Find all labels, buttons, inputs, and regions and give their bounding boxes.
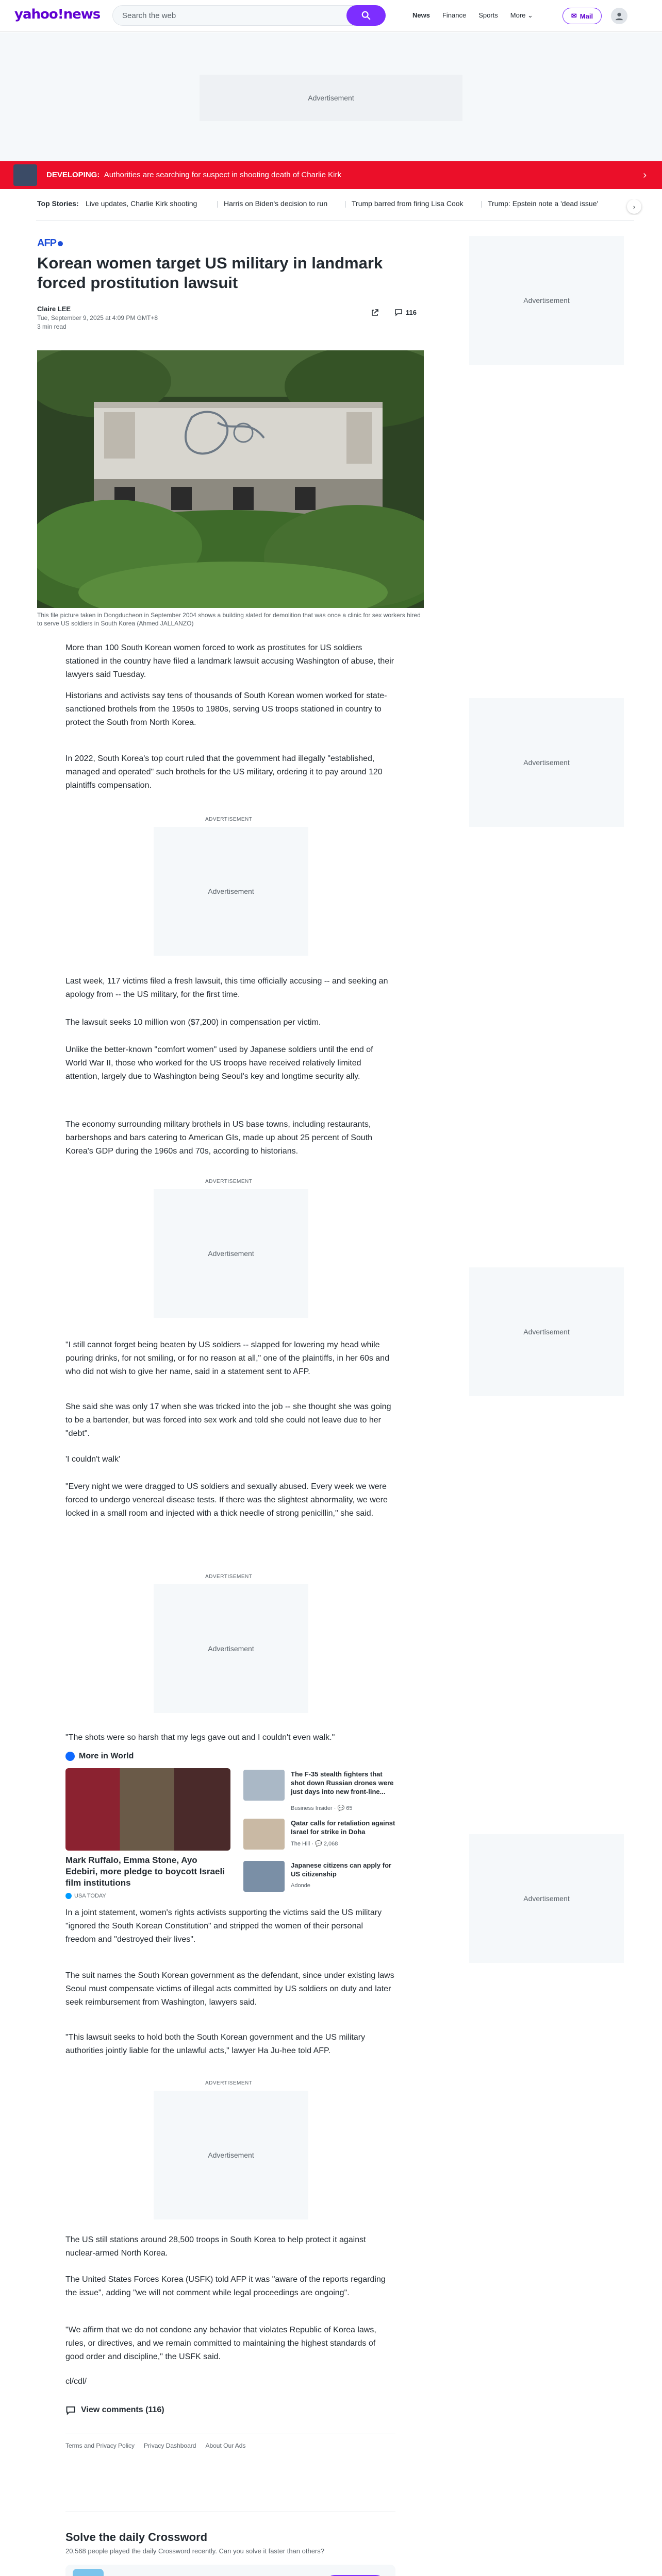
top-story-link[interactable]: Live updates, Charlie Kirk shooting — [86, 199, 197, 208]
article-paragraph: Historians and activists say tens of thousands of South Korean women worked for state-sanctioned brothels from the 1950s to 1980s, serving US troops stationed in country to protect the South from North Korea. — [65, 691, 387, 727]
comment-icon: 💬 — [337, 1805, 345, 1811]
source-name: AFP — [37, 238, 56, 249]
side-story-comments: 2,068 — [323, 1841, 338, 1847]
article-paragraph: The US still stations around 28,500 troops in South Korea to help protect it against nuclear-armed North Korea. — [65, 2235, 366, 2258]
article-paragraph: In a joint statement, women's rights activists supporting the victims said the US military "ignored the South Korean Constitution" and stripped the women of their personal freedom and "destroyed their lives". — [65, 1908, 382, 1944]
crossword-subtitle: 20,568 people played the daily Crossword recently. Can you solve it faster than others? — [65, 2547, 324, 2555]
chevron-right-icon: › — [643, 170, 647, 181]
mail-button[interactable] — [562, 8, 602, 24]
source-logo-dot — [58, 241, 63, 246]
breaking-thumbnail — [13, 164, 37, 186]
breaking-headline: Authorities are searching for suspect in shooting death of Charlie Kirk — [104, 171, 341, 179]
breaking-tag: DEVELOPING: — [46, 171, 100, 179]
ad-label: Advertisement — [208, 1249, 254, 1258]
account-avatar[interactable] — [611, 8, 627, 24]
yahoo-news-logo[interactable]: yahoo!news — [14, 7, 101, 22]
usa-today-icon — [65, 1893, 72, 1899]
article-paragraph: In 2022, South Korea's top court ruled that the government had illegally "established, managed and operated" such brothels for the US military, ordering it to pay around 120 plaintiffs compensation. — [65, 754, 383, 790]
next-stories-button[interactable] — [627, 199, 641, 214]
share-button[interactable] — [368, 306, 382, 320]
article-paragraph: The suit names the South Korean government as the defendant, since under existing laws Seoul must compensate victims of illegal acts committed by US soldiers on duty and later seek reimbursement from Washington, lawyers said. — [65, 1971, 394, 2007]
ad-small-label: ADVERTISEMENT — [205, 1179, 253, 1184]
globe-icon — [65, 1752, 75, 1761]
right-rail-ad[interactable] — [469, 1834, 624, 1963]
search-bar[interactable] — [112, 5, 386, 26]
side-story-meta — [291, 1883, 310, 1889]
nav-sports[interactable]: Sports — [478, 11, 498, 19]
ad-small-label: ADVERTISEMENT — [205, 1574, 253, 1580]
ad-label: Advertisement — [523, 758, 570, 767]
mail-icon: ✉ — [571, 12, 577, 20]
ad-label: Advertisement — [523, 1328, 570, 1336]
article-date: Tue, September 9, 2025 at 4:09 PM GMT+8 — [37, 314, 158, 321]
user-icon — [615, 11, 624, 21]
chevron-right-icon: › — [633, 202, 636, 211]
main-nav — [412, 11, 533, 20]
article-title: Korean women target US military in landmark forced prostitution lawsuit — [37, 254, 383, 292]
article-subheading: 'I couldn't walk' — [65, 1455, 121, 1464]
crossword-module — [65, 2519, 395, 2555]
hero-photo — [37, 350, 424, 608]
article-paragraph: "This lawsuit seeks to hold both the South Korean government and the US military authorities jointly liable for the unlawful acts," lawyer Ha Ju-hee told AFP. — [65, 2033, 366, 2055]
side-story-image[interactable] — [243, 1819, 285, 1850]
top-stories-bar: Top Stories: Live updates, Charlie Kirk shooting | Harris on Biden's decision to run | Trump barred from firing Lisa Cook | Trump: Epstein note a 'dead issue' › — [0, 199, 662, 215]
more-in-world-label: More in World — [79, 1752, 134, 1760]
nav-more-label: More — [510, 11, 526, 19]
share-icon — [371, 309, 379, 317]
side-story-title[interactable]: Japanese citizens can apply for US citizenship — [291, 1861, 392, 1878]
ad-label: Advertisement — [523, 1894, 570, 1903]
nav-finance[interactable]: Finance — [442, 11, 467, 19]
right-rail-ad[interactable] — [469, 1267, 624, 1396]
nav-news[interactable]: News — [412, 11, 430, 19]
article-paragraph: "Every night we were dragged to US soldiers and sexually abused. Every week we were forced to undergo venereal disease tests. If there was the slightest abnormality, we were locked in a small room and injected with a thick needle of strong penicillin," she said. — [65, 1482, 388, 1518]
comment-icon — [65, 2405, 76, 2415]
side-story-meta: Business Insider · 💬 65 — [291, 1805, 353, 1811]
hero-image[interactable] — [37, 350, 424, 608]
ad-small-label: ADVERTISEMENT — [205, 817, 253, 822]
article-credit: cl/cdl/ — [65, 2377, 87, 2386]
side-story-title[interactable]: The F-35 stealth fighters that shot down Russian drones were just days into new front-line... — [291, 1770, 394, 1795]
side-story-image[interactable] — [243, 1770, 285, 1801]
top-story-link[interactable]: Trump barred from firing Lisa Cook — [352, 199, 464, 208]
main-story-source — [65, 1893, 106, 1899]
mail-label: Mail — [580, 12, 593, 20]
privacy-dashboard-link[interactable]: Privacy Dashboard — [144, 2442, 196, 2449]
crossword-title: Solve the daily Crossword — [65, 2531, 208, 2544]
nav-more[interactable] — [510, 11, 533, 20]
comment-icon — [394, 308, 403, 316]
article-paragraph: Last week, 117 victims filed a fresh lawsuit, this time officially accusing -- and seeking an apology from -- the US military, for the first time. — [65, 977, 388, 999]
view-comments-label: View comments (116) — [81, 2405, 164, 2414]
article-paragraph: "I still cannot forget being beaten by US soldiers -- slapped for lowering my head while pouring drinks, for not smiling, or for no reason at all," one of the plaintiffs, in her 60s and who did not wish to give her name, said in a statement sent to AFP. — [65, 1341, 389, 1376]
top-story-link[interactable]: Harris on Biden's decision to run — [224, 199, 328, 208]
main-story-source-name: USA TODAY — [74, 1893, 106, 1899]
side-story-meta: The Hill · 💬 2,068 — [291, 1841, 338, 1847]
top-advertisement[interactable] — [200, 75, 462, 121]
search-input[interactable]: Search the web — [122, 11, 176, 20]
footer-links — [65, 2442, 245, 2449]
side-story-source: Adonde — [291, 1883, 310, 1889]
ad-small-label: ADVERTISEMENT — [205, 2080, 253, 2086]
article-paragraph: The United States Forces Korea (USFK) told AFP it was "aware of the reports regarding the issue", adding "we will not comment while legal proceedings are ongoing". — [65, 2275, 386, 2297]
article-paragraph: More than 100 South Korean women forced to work as prostitutes for US soldiers stationed in the country have filed a landmark lawsuit accusing Washington of abuse, their lawyers said Tuesday. — [65, 643, 394, 679]
in-article-ad[interactable] — [154, 827, 308, 956]
chevron-down-icon: ⌄ — [527, 11, 533, 19]
search-button[interactable] — [346, 5, 386, 26]
article-author[interactable]: Claire LEE — [37, 305, 71, 313]
article-paragraph: Unlike the better-known "comfort women" used by Japanese soldiers until the end of World War II, those who worked for the US troops have received relatively limited attention, largely due to Washington being Seoul's key and longtime security ally. — [65, 1045, 373, 1081]
view-comments-button[interactable] — [65, 2405, 164, 2415]
in-article-ad[interactable] — [154, 1189, 308, 1318]
top-stories-label: Top Stories: — [37, 199, 79, 208]
ad-label: Advertisement — [208, 2151, 254, 2159]
side-story-image[interactable] — [243, 1861, 285, 1892]
comments-count: 116 — [406, 308, 417, 316]
in-article-ad[interactable] — [154, 1584, 308, 1713]
side-story-title[interactable]: Qatar calls for retaliation against Israel for strike in Doha — [291, 1819, 395, 1836]
side-story-comments: 65 — [346, 1805, 353, 1811]
ad-label: Advertisement — [208, 887, 254, 895]
article-paragraph: The lawsuit seeks 10 million won ($7,200) in compensation per victim. — [65, 1018, 321, 1027]
side-story-source: Business Insider — [291, 1805, 333, 1811]
in-article-ad[interactable] — [154, 2091, 308, 2219]
article-paragraph: "We affirm that we do not condone any behavior that violates Republic of Korea laws, rules, or directives, and we remain committed to maintaining the highest standards of good order and discipline," the USFK said. — [65, 2326, 376, 2361]
source-logo[interactable] — [37, 238, 63, 249]
article-paragraph: The economy surrounding military brothels in US base towns, including restaurants, barbershops and bars catering to American GIs, made up about 25 percent of South Korea's GDP during the 1960s and 70s, according to historians. — [65, 1120, 373, 1156]
terms-link[interactable]: Terms and Privacy Policy — [65, 2442, 135, 2449]
ad-label: Advertisement — [208, 1645, 254, 1653]
ad-label: Advertisement — [308, 94, 354, 102]
side-story-source: The Hill — [291, 1841, 310, 1847]
right-rail-ad[interactable] — [469, 236, 624, 365]
breaking-text — [46, 171, 341, 179]
ad-label: Advertisement — [523, 296, 570, 304]
comments-count-button[interactable] — [394, 308, 417, 316]
top-story-link[interactable]: Trump: Epstein note a 'dead issue' — [488, 199, 599, 208]
article-paragraph: "The shots were so harsh that my legs gave out and I couldn't even walk." — [65, 1733, 335, 1742]
main-story-image[interactable] — [65, 1768, 230, 1851]
header — [0, 0, 662, 32]
read-time: 3 min read — [37, 323, 67, 330]
more-in-world-header — [65, 1752, 134, 1761]
comment-icon: 💬 — [315, 1841, 322, 1847]
right-rail-ad[interactable] — [469, 698, 624, 827]
crossword-card[interactable] — [65, 2565, 395, 2576]
breaking-news-banner[interactable] — [0, 161, 662, 189]
crossword-icon — [73, 2569, 104, 2576]
hero-caption: This file picture taken in Dongducheon in September 2004 shows a building slated for demolition that was once a clinic for sex workers hired to serve US soldiers in South Korea (Ahmed JALLANZO) — [37, 612, 421, 627]
search-icon — [361, 11, 371, 20]
article-paragraph: She said she was only 17 when she was tricked into the job -- she thought she was going to be a bartender, but was forced into sex work and told she could not leave due to her "debt". — [65, 1402, 391, 1438]
main-story-title[interactable]: Mark Ruffalo, Emma Stone, Ayo Edebiri, more pledge to boycott Israeli film institutions — [65, 1855, 225, 1888]
about-ads-link[interactable]: About Our Ads — [205, 2442, 246, 2449]
